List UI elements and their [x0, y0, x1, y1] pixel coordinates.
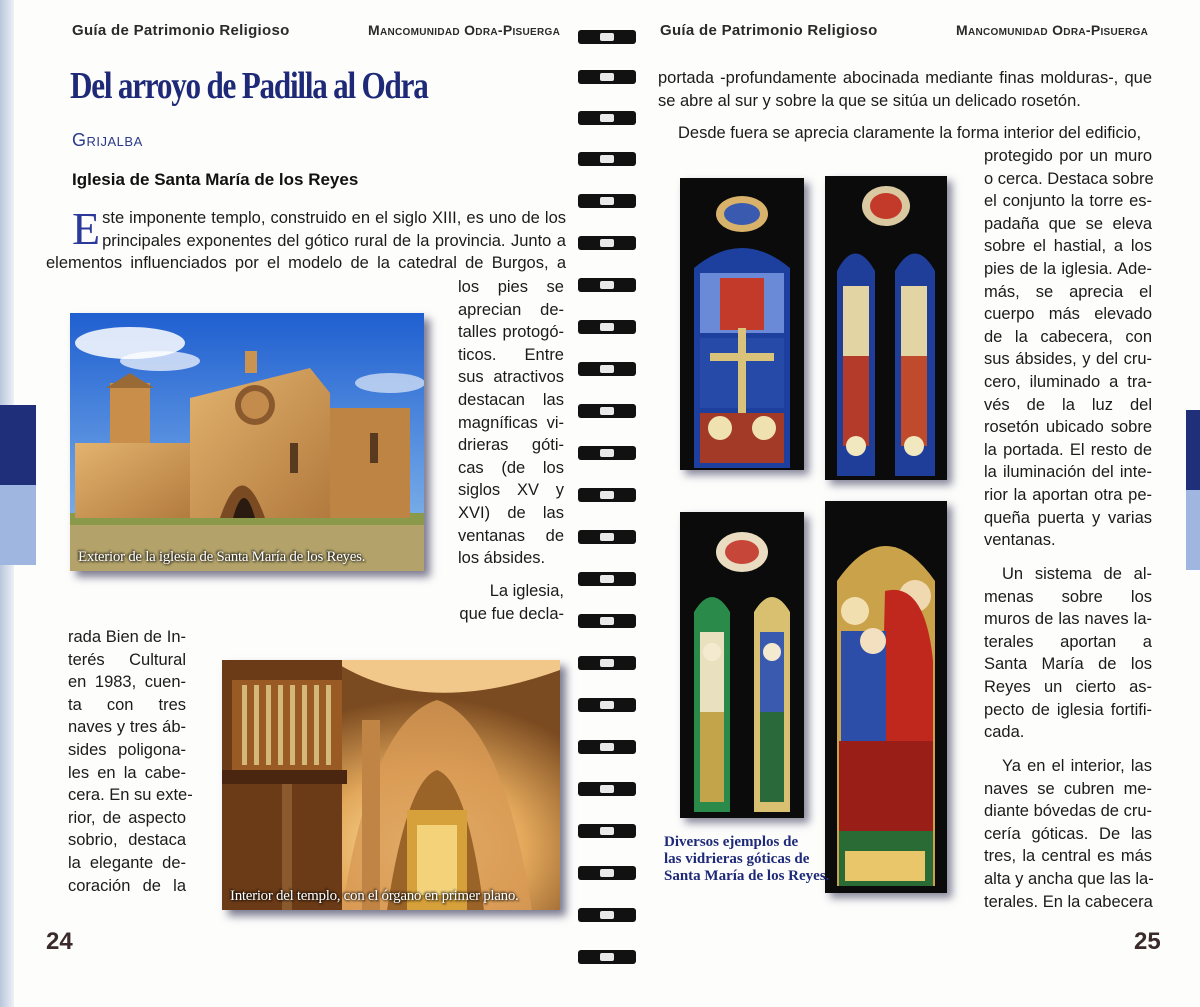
text-line: alta y ancha que las la- — [984, 869, 1154, 888]
binding-ring — [578, 30, 636, 44]
text-line: drieras góti- — [458, 436, 564, 455]
church-exterior-illustration — [70, 313, 424, 571]
text-line: Ya en el interior, las — [1002, 757, 1152, 775]
binding-ring — [578, 614, 636, 628]
text-line: Desde fuera se aprecia claramente la forma interior del edificio, — [678, 124, 1142, 142]
chapter-tab-light — [0, 485, 36, 565]
text-line: ta con tres — [68, 695, 186, 714]
binding-ring — [578, 824, 636, 838]
binding-ring — [578, 320, 636, 334]
text-column-right-2 — [458, 580, 564, 625]
text-line: talles protogó- — [458, 323, 564, 342]
text-line: magníficas vi- — [458, 413, 564, 432]
intro-paragraph — [46, 203, 566, 275]
text-line: padaña que se eleva — [984, 214, 1152, 233]
caption-exterior: Exterior de la iglesia de Santa María de los Reyes. — [78, 549, 366, 565]
text-line: naves se cubren me- — [984, 779, 1152, 798]
text-line: terales aportan a — [984, 632, 1152, 651]
text-line: portada -profundamente abocinada mediante finas molduras-, que — [658, 69, 1152, 87]
text-column-right — [458, 276, 564, 570]
text-line: de la cabecera, con — [984, 327, 1152, 346]
text-line: ticos. Entre — [458, 345, 564, 364]
text-line: más, se aprecia el — [984, 282, 1152, 301]
text-line: Un sistema de al- — [1002, 565, 1152, 583]
stained-glass-window-4 — [825, 501, 947, 893]
text-line: que fue decla- — [459, 604, 564, 623]
binding-ring — [578, 488, 636, 502]
text-line: menas sobre los — [984, 587, 1152, 606]
text-line: la elegante de- — [68, 853, 186, 872]
binding-ring — [578, 950, 636, 964]
text-line: sides poligona- — [68, 740, 186, 759]
text-line: sus ábsides, y del cru- — [984, 350, 1152, 369]
text-line: cero, iluminado a tra- — [984, 372, 1152, 391]
binding-ring — [578, 70, 636, 84]
stained-glass-illustration — [680, 178, 804, 470]
text-line: rosetón ubicado sobre — [984, 418, 1152, 437]
caption-line: las vidrieras góticas de — [664, 851, 810, 867]
header-mancomunidad-right: Mancomunidad Odra-Pisuerga — [956, 22, 1149, 38]
chapter-tab-light-right — [1186, 490, 1200, 570]
text-line: La iglesia, — [489, 582, 564, 600]
text-line: aprecian de- — [458, 300, 564, 319]
church-interior-illustration — [222, 660, 560, 910]
chapter-tab-dark-right — [1186, 410, 1200, 495]
text-line: Reyes un cierto as- — [984, 677, 1152, 696]
text-line: la portada. El resto de — [984, 440, 1152, 459]
intro-line: ste imponente templo, construido en el siglo XIII, es uno de los — [102, 209, 566, 227]
caption-interior: Interior del templo, con el órgano en primer plano. — [230, 888, 519, 904]
stained-glass-window-1 — [680, 178, 804, 470]
text-line: destacan las — [458, 390, 564, 409]
text-line: rior la aportan otra pe- — [984, 485, 1152, 504]
binding-ring — [578, 698, 636, 712]
page-number-left: 24 — [46, 928, 73, 955]
text-column-right-page-3 — [984, 755, 1152, 913]
binding-ring — [578, 362, 636, 376]
binding-ring — [578, 404, 636, 418]
caption-line: Diversos ejemplos de — [664, 834, 799, 850]
text-line: los pies se — [458, 278, 564, 296]
binding-ring — [578, 194, 636, 208]
text-line: rior, de aspecto — [68, 808, 186, 827]
binding-ring — [578, 236, 636, 250]
town-heading: Grijalba — [72, 130, 143, 150]
text-line: sobrio, destaca — [68, 831, 186, 850]
text-line: sobre el hastial, a los — [984, 237, 1152, 256]
text-line: tres, la central es más — [984, 847, 1152, 866]
stained-glass-illustration — [825, 501, 947, 893]
text-line: les en la cabe- — [68, 763, 186, 782]
text-line: en 1983, cuen- — [68, 673, 186, 692]
text-line: el conjunto la torre es- — [984, 192, 1152, 211]
text-line: los ábsides. — [458, 549, 546, 568]
top-paragraph — [658, 67, 1152, 112]
text-line: cería góticas. De las — [984, 824, 1152, 843]
text-column-right-page — [984, 145, 1152, 552]
text-line: diante bóvedas de cru- — [984, 802, 1152, 821]
text-line: cas (de los — [458, 458, 564, 477]
binding-ring — [578, 111, 636, 125]
page-title: Del arroyo de Padilla al Odra — [70, 65, 428, 107]
binding-ring — [578, 782, 636, 796]
caption-windows — [664, 834, 829, 885]
caption-line: Santa María de los Reyes. — [664, 868, 830, 884]
text-column-right-page-2 — [984, 563, 1152, 744]
text-line: pecto de iglesia fortifi- — [984, 700, 1152, 719]
text-line: rada Bien de In- — [68, 628, 186, 646]
stained-glass-illustration — [825, 176, 947, 480]
church-heading: Iglesia de Santa María de los Reyes — [72, 170, 359, 189]
binding-ring — [578, 866, 636, 880]
text-line: Santa María de los — [984, 655, 1152, 674]
text-line: protegido por un muro — [984, 147, 1152, 165]
text-line: terés Cultural — [68, 650, 186, 669]
binding-ring — [578, 656, 636, 670]
text-line: queña puerta y varias — [984, 508, 1152, 527]
paragraph-2 — [678, 122, 1152, 145]
stained-glass-illustration — [680, 512, 804, 818]
text-line: siglos XV y — [458, 481, 564, 500]
binding-ring — [578, 572, 636, 586]
text-line: ventanas de — [458, 526, 564, 545]
intro-line: elementos influenciados por el modelo de la catedral de Burgos, a — [46, 254, 566, 273]
header-guide-title-right: Guía de Patrimonio Religioso — [660, 22, 878, 39]
right-page — [600, 0, 1200, 1007]
church-interior-photo — [222, 660, 560, 910]
header-guide-title: Guía de Patrimonio Religioso — [72, 22, 290, 39]
spiral-binding — [572, 0, 642, 1007]
drop-cap: E — [72, 203, 101, 254]
text-line: cada. — [984, 723, 1025, 742]
chapter-tab-dark — [0, 405, 36, 495]
text-line: la iluminación del inte- — [984, 463, 1152, 482]
text-line: o cerca. Destaca sobre — [984, 169, 1154, 188]
binding-ring — [578, 152, 636, 166]
header-mancomunidad: Mancomunidad Odra-Pisuerga — [368, 22, 561, 38]
binding-ring — [578, 278, 636, 292]
binding-ring — [578, 530, 636, 544]
text-line: cuerpo más elevado — [984, 305, 1152, 324]
text-line: vés de la luz del — [984, 395, 1152, 414]
text-line: coración de la — [68, 876, 186, 895]
page-number-right: 25 — [1134, 928, 1161, 955]
text-line: ventanas. — [984, 531, 1056, 550]
text-line: naves y tres áb- — [68, 718, 186, 737]
text-line: pies de la iglesia. Ade- — [984, 259, 1152, 278]
text-line: terales. En la cabecera — [984, 892, 1153, 911]
text-line: sus atractivos — [458, 368, 564, 387]
binding-ring — [578, 740, 636, 754]
text-line: cera. En su exte- — [68, 786, 193, 805]
church-exterior-photo — [70, 313, 424, 571]
stained-glass-window-3 — [680, 512, 804, 818]
text-line: se abre al sur y sobre la que se sitúa un delicado rosetón. — [658, 91, 1081, 110]
text-line: muros de las naves la- — [984, 610, 1152, 629]
intro-line: principales exponentes del gótico rural de la provincia. Junto a — [102, 231, 566, 250]
text-column-left — [68, 626, 193, 897]
text-line: XVI) de las — [458, 503, 564, 522]
stained-glass-window-2 — [825, 176, 947, 480]
binding-ring — [578, 446, 636, 460]
binding-ring — [578, 908, 636, 922]
